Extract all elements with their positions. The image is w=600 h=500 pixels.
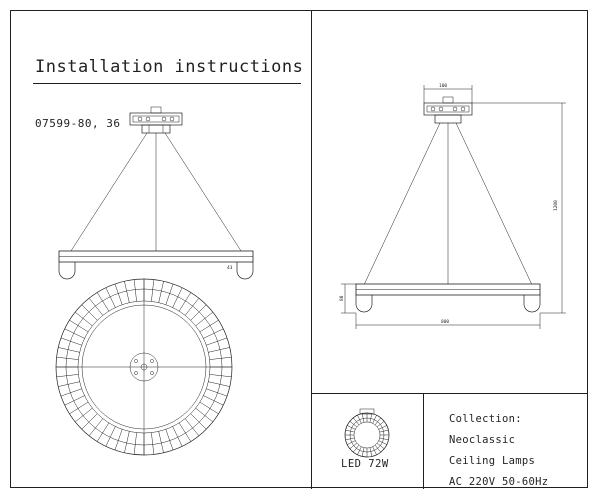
type-line: Ceiling Lamps <box>449 455 536 467</box>
right-elevation <box>356 97 540 312</box>
legend-info <box>449 409 587 493</box>
ring-plan-view <box>56 279 232 455</box>
dim-suspension-height: 1200 <box>554 200 559 211</box>
canopy-assembly <box>130 107 182 133</box>
dim-canopy-width: 100 <box>439 84 448 89</box>
page-title: Installation instructions <box>35 57 304 77</box>
power-line: AC 220V 50-60Hz <box>449 476 549 488</box>
svg-text:43: 43 <box>227 266 233 271</box>
drawing-sheet <box>10 10 588 488</box>
led-ring-icon <box>345 409 389 457</box>
model-number: 07599-80, 36 <box>35 117 121 130</box>
collection-line: Collection: Neoclassic <box>449 413 522 446</box>
dim-overall-width: 800 <box>441 320 450 325</box>
suspension-cables <box>69 133 243 254</box>
led-label: LED 72W <box>341 458 389 470</box>
horizontal-bar <box>59 251 253 279</box>
dim-fixture-depth: 80 <box>340 295 345 301</box>
